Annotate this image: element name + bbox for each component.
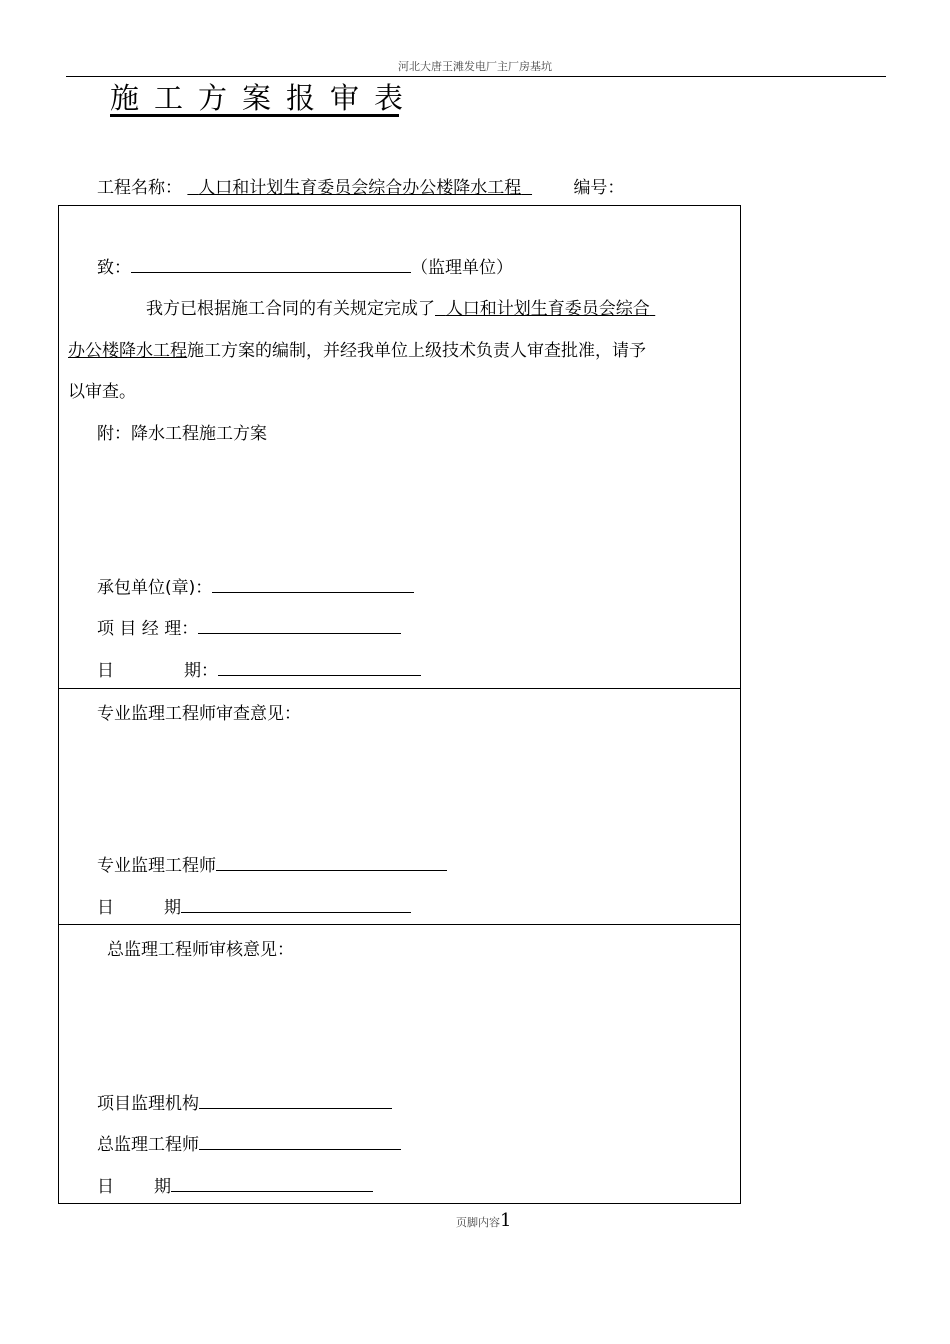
paragraph-line-3: 以审查。 — [68, 382, 136, 402]
contractor-blank — [212, 576, 414, 593]
number-label: 编号： — [573, 178, 625, 198]
project-name-value: 人口和计划生育委员会综合办公楼降水工程 — [198, 178, 522, 198]
to-label: 致： — [97, 258, 131, 278]
manager-line: 项 目 经 理： — [97, 614, 401, 639]
document-title: 施工方案报审表 — [110, 81, 419, 115]
paragraph-line-2: 办公楼降水工程施工方案的编制，并经我单位上级技术负责人审查批准，请予 — [68, 341, 646, 361]
page-footer — [456, 1210, 511, 1231]
supervision-org-blank — [199, 1092, 392, 1109]
page-header: 河北大唐王滩发电厂主厂房基坑 — [398, 60, 552, 73]
project-line — [97, 173, 624, 198]
page-number: 1 — [500, 1210, 512, 1231]
project-name-inline: 人口和计划生育委员会综合 — [445, 299, 650, 319]
chief-engineer-line: 总监理工程师 — [97, 1130, 401, 1155]
contractor-line: 承包单位(章)： — [97, 573, 414, 598]
chief-review-heading: 总监理工程师审核意见： — [107, 940, 294, 960]
engineer-review-heading: 专业监理工程师审查意见： — [97, 704, 301, 724]
manager-blank — [198, 617, 401, 634]
attachment-line: 附：降水工程施工方案 — [97, 424, 267, 444]
supervision-org-line: 项目监理机构 — [97, 1089, 392, 1114]
title-underline — [110, 114, 399, 117]
date-blank-3 — [171, 1175, 373, 1192]
chief-review-section — [58, 924, 741, 1204]
to-suffix: （监理单位） — [411, 258, 513, 278]
footer-label: 页脚内容 — [456, 1216, 500, 1229]
engineer-line: 专业监理工程师 — [97, 851, 447, 876]
date-line-2: 日 期 — [97, 893, 411, 918]
paragraph-line-1: 我方已根据施工合同的有关规定完成了 人口和计划生育委员会综合 — [146, 294, 655, 319]
date-blank-2 — [181, 896, 411, 913]
date-line-1: 日 期： — [97, 656, 421, 681]
project-name-label: 工程名称： — [97, 178, 182, 198]
date-blank-1 — [218, 659, 421, 676]
date-line-3: 日 期 — [97, 1172, 373, 1197]
to-line — [97, 253, 513, 278]
chief-engineer-blank — [199, 1133, 401, 1150]
engineer-blank — [216, 854, 447, 871]
to-blank — [131, 256, 411, 273]
